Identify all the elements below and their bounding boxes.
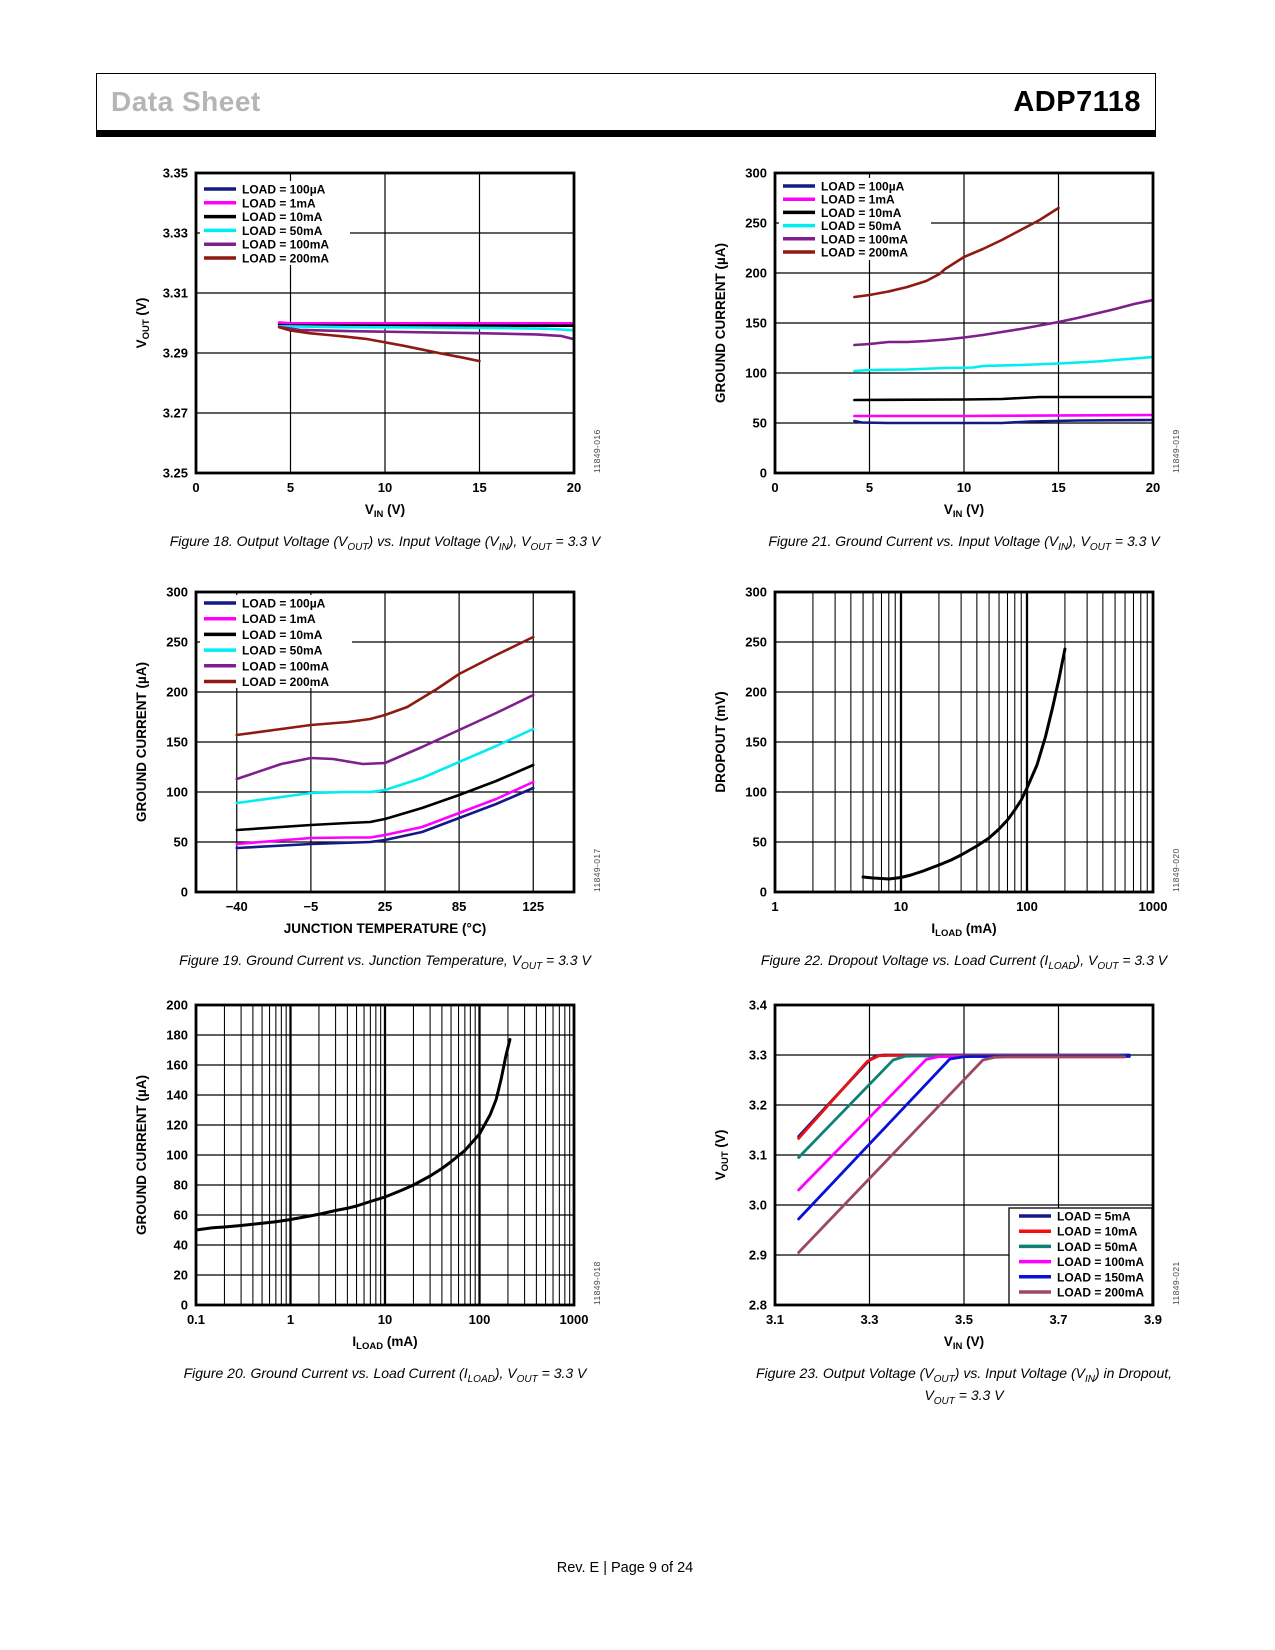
- svg-text:150: 150: [745, 734, 767, 750]
- svg-text:LOAD = 10mA: LOAD = 10mA: [1057, 1224, 1138, 1239]
- svg-text:LOAD = 50mA: LOAD = 50mA: [242, 643, 323, 658]
- svg-text:0.1: 0.1: [186, 1312, 206, 1327]
- svg-text:GROUND CURRENT (µA): GROUND CURRENT (µA): [134, 1074, 149, 1236]
- svg-text:100: 100: [166, 784, 188, 800]
- svg-text:GROUND CURRENT (µA): GROUND CURRENT (µA): [713, 242, 728, 404]
- svg-text:100: 100: [1016, 899, 1038, 914]
- figure-23-caption: Figure 23. Output Voltage $(V_{OUT})$ vs. Input Voltage $(V_{IN})$ in Dropout, $V_{OUT} = 3.3$ V: [755, 1365, 1173, 1407]
- figure-18-caption: Figure 18. Output Voltage $(V_{OUT})$ vs. Input Voltage $(V_{IN})$, $V_{OUT} = 3.3$ V: [169, 533, 601, 553]
- svg-text:180: 180: [166, 1027, 188, 1043]
- svg-text:3.1: 3.1: [765, 1312, 785, 1327]
- svg-text:LOAD = 1mA: LOAD = 1mA: [242, 196, 316, 211]
- svg-text:3.2: 3.2: [748, 1097, 767, 1113]
- svg-text:0: 0: [759, 465, 767, 481]
- figure-22-watermark-code: 11849-020: [1171, 848, 1181, 892]
- svg-text:VIN (V): $V_{IN}$ (V): [943, 502, 985, 520]
- svg-text:LOAD = 100µA: LOAD = 100µA: [242, 182, 326, 197]
- svg-text:LOAD = 1mA: LOAD = 1mA: [242, 612, 316, 627]
- figure-21-watermark-code: 11849-019: [1171, 429, 1181, 473]
- figure-19-watermark-code: 11849-017: [592, 848, 602, 892]
- svg-text:50: 50: [173, 834, 188, 850]
- svg-text:300: 300: [745, 584, 767, 600]
- svg-text:150: 150: [745, 315, 767, 331]
- svg-text:3.29: 3.29: [162, 345, 188, 361]
- svg-text:VIN (V): $V_{IN}$ (V): [364, 502, 406, 520]
- svg-text:60: 60: [173, 1207, 188, 1223]
- svg-text:LOAD = 5mA: LOAD = 5mA: [1057, 1209, 1131, 1224]
- svg-text:300: 300: [745, 165, 767, 181]
- svg-text:40: 40: [173, 1237, 188, 1253]
- svg-text:1: 1: [771, 899, 779, 914]
- svg-text:−40: −40: [225, 899, 248, 914]
- figure-20-caption: Figure 20. Ground Current vs. Load Current $(I_{LOAD})$, $V_{OUT} = 3.3$ V: [183, 1365, 587, 1385]
- svg-text:125: 125: [522, 899, 545, 914]
- svg-text:150: 150: [166, 734, 188, 750]
- svg-text:3.4: 3.4: [748, 997, 767, 1013]
- svg-text:VIN (V): $V_{IN}$ (V): [943, 1334, 985, 1352]
- svg-text:100: 100: [166, 1147, 188, 1163]
- svg-text:LOAD = 200mA: LOAD = 200mA: [1057, 1285, 1145, 1300]
- svg-text:10: 10: [377, 1312, 393, 1327]
- svg-text:200: 200: [745, 684, 767, 700]
- svg-text:250: 250: [745, 215, 767, 231]
- figure-23-canvas: [703, 992, 1203, 1364]
- figure-21-block: [703, 160, 1223, 590]
- svg-text:3.35: 3.35: [162, 165, 188, 181]
- svg-text:LOAD = 100mA: LOAD = 100mA: [242, 237, 330, 252]
- svg-text:15: 15: [472, 480, 487, 495]
- figure-21-caption: Figure 21. Ground Current vs. Input Voltage $(V_{IN})$, $V_{OUT} = 3.3$ V: [768, 533, 1160, 553]
- figure-19-canvas: [124, 579, 624, 951]
- svg-text:3.1: 3.1: [748, 1147, 767, 1163]
- figure-22-canvas: [703, 579, 1203, 951]
- figure-22-caption: Figure 22. Dropout Voltage vs. Load Current $(I_{LOAD})$, $V_{OUT} = 3.3$ V: [760, 952, 1168, 972]
- svg-text:3.33: 3.33: [162, 225, 188, 241]
- svg-text:100: 100: [468, 1312, 491, 1327]
- svg-text:1: 1: [286, 1312, 295, 1327]
- svg-text:200: 200: [745, 265, 767, 281]
- svg-text:50: 50: [752, 415, 767, 431]
- figure-19-block: [124, 579, 644, 1009]
- svg-text:3.0: 3.0: [748, 1197, 767, 1213]
- svg-text:LOAD = 100mA: LOAD = 100mA: [242, 659, 330, 674]
- svg-text:LOAD = 200mA: LOAD = 200mA: [242, 251, 330, 266]
- svg-text:LOAD = 200mA: LOAD = 200mA: [821, 245, 909, 260]
- svg-text:LOAD = 100µA: LOAD = 100µA: [242, 596, 326, 611]
- figure-18-canvas: [124, 160, 624, 532]
- figure-20-canvas: [124, 992, 624, 1364]
- svg-text:LOAD = 10mA: LOAD = 10mA: [242, 210, 323, 225]
- svg-text:LOAD = 10mA: LOAD = 10mA: [242, 627, 323, 642]
- doc-type-label: Data Sheet: [111, 86, 261, 117]
- svg-text:200: 200: [166, 684, 188, 700]
- svg-text:80: 80: [173, 1177, 188, 1193]
- svg-text:1000: 1000: [1138, 899, 1168, 914]
- svg-text:2.9: 2.9: [748, 1247, 767, 1263]
- svg-text:DROPOUT (mV): DROPOUT (mV): [713, 691, 728, 793]
- svg-text:LOAD = 1mA: LOAD = 1mA: [821, 192, 895, 207]
- svg-text:0: 0: [180, 884, 188, 900]
- svg-text:10: 10: [893, 899, 909, 914]
- figure-20-block: [124, 992, 644, 1422]
- svg-text:LOAD = 50mA: LOAD = 50mA: [821, 219, 902, 234]
- svg-text:JUNCTION TEMPERATURE (°C): JUNCTION TEMPERATURE (°C): [283, 921, 487, 936]
- figure-19-caption: Figure 19. Ground Current vs. Junction Temperature, $V_{OUT} = 3.3$ V: [179, 952, 591, 972]
- svg-text:100: 100: [745, 784, 767, 800]
- svg-text:20: 20: [566, 480, 582, 495]
- svg-text:140: 140: [166, 1087, 188, 1103]
- svg-text:250: 250: [166, 634, 188, 650]
- svg-text:LOAD = 10mA: LOAD = 10mA: [821, 205, 902, 220]
- svg-text:LOAD = 100mA: LOAD = 100mA: [1057, 1255, 1145, 1270]
- svg-text:300: 300: [166, 584, 188, 600]
- svg-text:3.3: 3.3: [748, 1047, 767, 1063]
- figure-23-block: [703, 992, 1223, 1422]
- figure-22-block: [703, 579, 1223, 1009]
- svg-text:0: 0: [759, 884, 767, 900]
- figure-18-watermark-code: 11849-016: [592, 429, 602, 473]
- svg-text:100: 100: [745, 365, 767, 381]
- svg-text:5: 5: [865, 480, 874, 495]
- svg-text:85: 85: [451, 899, 467, 914]
- svg-text:20: 20: [1145, 480, 1161, 495]
- header-box: [96, 73, 1156, 137]
- svg-text:1000: 1000: [559, 1312, 589, 1327]
- svg-text:0: 0: [180, 1297, 188, 1313]
- svg-text:LOAD = 100µA: LOAD = 100µA: [821, 179, 905, 194]
- svg-text:20: 20: [173, 1267, 188, 1283]
- svg-text:GROUND CURRENT (µA): GROUND CURRENT (µA): [134, 661, 149, 823]
- svg-text:2.8: 2.8: [748, 1297, 767, 1313]
- svg-text:0: 0: [771, 480, 779, 495]
- svg-text:3.3: 3.3: [860, 1312, 879, 1327]
- footer-text: Rev. E | Page 9 of 24: [556, 1560, 694, 1576]
- svg-text:LOAD = 50mA: LOAD = 50mA: [1057, 1239, 1138, 1254]
- svg-text:3.31: 3.31: [162, 285, 188, 301]
- figure-18-block: [124, 160, 644, 590]
- figure-20-watermark-code: 11849-018: [592, 1261, 602, 1305]
- svg-text:10: 10: [377, 480, 393, 495]
- figure-21-canvas: [703, 160, 1203, 532]
- svg-text:ILOAD (mA): $I_{LOAD}$ (mA): [931, 921, 997, 939]
- svg-text:3.7: 3.7: [1049, 1312, 1068, 1327]
- svg-text:15: 15: [1051, 480, 1066, 495]
- svg-text:3.27: 3.27: [162, 405, 188, 421]
- svg-text:LOAD = 150mA: LOAD = 150mA: [1057, 1270, 1145, 1285]
- svg-text:160: 160: [166, 1057, 188, 1073]
- svg-text:LOAD = 50mA: LOAD = 50mA: [242, 223, 323, 238]
- svg-text:LOAD = 100mA: LOAD = 100mA: [821, 232, 909, 247]
- svg-text:−5: −5: [303, 899, 319, 914]
- figure-23-watermark-code: 11849-021: [1171, 1261, 1181, 1305]
- svg-text:10: 10: [956, 480, 972, 495]
- svg-text:200: 200: [166, 997, 188, 1013]
- svg-text:0: 0: [192, 480, 200, 495]
- svg-text:3.5: 3.5: [954, 1312, 974, 1327]
- svg-text:5: 5: [286, 480, 295, 495]
- svg-text:25: 25: [377, 899, 393, 914]
- svg-text:ILOAD (mA): $I_{LOAD}$ (mA): [352, 1334, 418, 1352]
- part-number: ADP7118: [1013, 85, 1141, 118]
- svg-text:3.9: 3.9: [1143, 1312, 1163, 1327]
- svg-text:3.25: 3.25: [162, 465, 188, 481]
- svg-text:LOAD = 200mA: LOAD = 200mA: [242, 675, 330, 689]
- svg-text:VOUT (V): $V_{OUT}$ (V): [713, 1129, 731, 1181]
- svg-text:50: 50: [752, 834, 767, 850]
- svg-text:VOUT (V): $V_{OUT}$ (V): [134, 297, 152, 349]
- svg-text:120: 120: [166, 1117, 188, 1133]
- svg-text:250: 250: [745, 634, 767, 650]
